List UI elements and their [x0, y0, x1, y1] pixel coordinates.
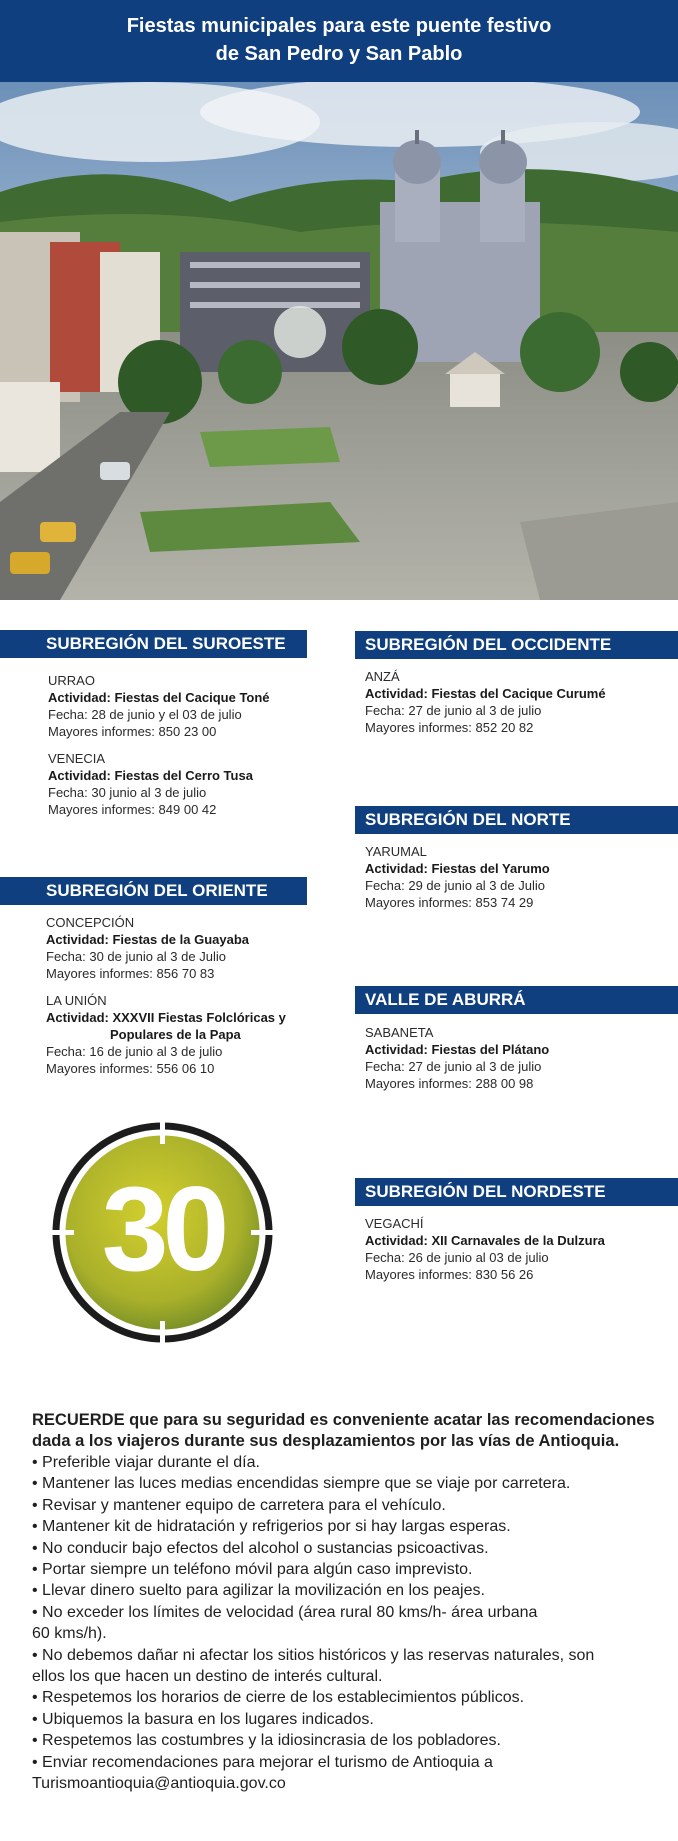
activity: Actividad: Fiestas del Cacique Curumé: [365, 686, 606, 701]
date: Fecha: 27 de junio al 3 de julio: [365, 703, 542, 718]
recommendation-item: 60 kms/h).: [32, 1625, 107, 1643]
info-phone: Mayores informes: 849 00 42: [48, 802, 217, 817]
info-phone: Mayores informes: 288 00 98: [365, 1076, 534, 1091]
date: Fecha: 26 de junio al 03 de julio: [365, 1250, 549, 1265]
region-band-aburra: VALLE DE ABURRÁ: [355, 986, 678, 1014]
activity-continued: Populares de la Papa: [110, 1027, 241, 1042]
info-phone: Mayores informes: 830 56 26: [365, 1267, 534, 1282]
town-name: LA UNIÓN: [46, 993, 107, 1008]
town-name: VENECIA: [48, 751, 106, 766]
recommendation-item: • Portar siempre un teléfono móvil para algún caso imprevisto.: [32, 1561, 473, 1579]
date: Fecha: 16 de junio al 3 de julio: [46, 1044, 223, 1059]
region-band-occidente: SUBREGIÓN DEL OCCIDENTE: [355, 631, 678, 659]
town-name: CONCEPCIÓN: [46, 915, 135, 930]
contact-email-link[interactable]: Turismoantioquia@antioquia.gov.co: [32, 1775, 286, 1793]
recommendation-item: • No exceder los límites de velocidad (área rural 80 kms/h- área urbana: [32, 1603, 538, 1621]
recommendation-item: • No conducir bajo efectos del alcohol o sustancias psicoactivas.: [32, 1539, 489, 1557]
safety-recommendations: [32, 1410, 662, 1795]
region-band-nordeste: SUBREGIÓN DEL NORDESTE: [355, 1178, 678, 1206]
town-name: VEGACHÍ: [365, 1216, 424, 1231]
date: Fecha: 28 de junio y el 03 de julio: [48, 707, 242, 722]
activity: Actividad: Fiestas de la Guayaba: [46, 932, 250, 947]
recommendation-item: • Revisar y mantener equipo de carretera para el vehículo.: [32, 1496, 446, 1514]
page-header: [0, 0, 678, 82]
info-phone: Mayores informes: 556 06 10: [46, 1061, 215, 1076]
activity: Actividad: Fiestas del Yarumo: [365, 861, 550, 876]
region-list-suroeste: [48, 672, 270, 818]
info-phone: Mayores informes: 853 74 29: [365, 895, 534, 910]
region-band-oriente: SUBREGIÓN DEL ORIENTE: [0, 877, 307, 905]
header-title-line1: Fiestas municipales para este puente festivo: [126, 15, 552, 37]
town-name: SABANETA: [365, 1025, 434, 1040]
region-list-occidente: [365, 668, 606, 736]
recommendation-item: • Ubiquemos la basura en los lugares indicados.: [32, 1710, 374, 1728]
recommendation-item: • No debemos dañar ni afectar los sitios históricos y las reservas naturales, son: [32, 1646, 595, 1664]
recommendations-lead-1: RECUERDE que para su seguridad es conveniente acatar las recomendaciones: [32, 1411, 655, 1429]
recommendation-item: • Enviar recomendaciones para mejorar el turismo de Antioquia a: [32, 1753, 493, 1771]
activity: Actividad: Fiestas del Cacique Toné: [48, 690, 270, 705]
info-phone: Mayores informes: 852 20 82: [365, 720, 534, 735]
region-list-oriente: [46, 914, 286, 1077]
recommendation-item: • Respetemos los horarios de cierre de los establecimientos públicos.: [32, 1689, 525, 1707]
town-square-photo: [0, 82, 678, 600]
info-phone: Mayores informes: 850 23 00: [48, 724, 217, 739]
recommendation-item: • Mantener las luces medias encendidas siempre que se viaje por carretera.: [32, 1475, 571, 1493]
region-list-aburra: [365, 1024, 549, 1092]
recommendation-item: • Respetemos las costumbres y la idiosincrasia de los pobladores.: [32, 1732, 501, 1750]
badge-number: 30: [101, 1162, 224, 1296]
town-name: YARUMAL: [365, 844, 427, 859]
recommendation-item: • Preferible viajar durante el día.: [32, 1454, 260, 1471]
date: Fecha: 29 de junio al 3 de Julio: [365, 878, 545, 893]
info-phone: Mayores informes: 856 70 83: [46, 966, 215, 981]
region-list-nordeste: [365, 1215, 605, 1283]
recommendation-item: ellos los que hacen un destino de interés cultural.: [32, 1668, 383, 1686]
region-band-suroeste: SUBREGIÓN DEL SUROESTE: [0, 630, 307, 658]
date: Fecha: 30 junio al 3 de julio: [48, 785, 207, 800]
recommendations-lead-2: dada a los viajeros durante sus desplazamientos por las vías de Antioquia.: [32, 1432, 620, 1450]
recommendation-item: • Mantener kit de hidratación y refrigerios por si hay largas esperas.: [32, 1518, 511, 1536]
activity: Actividad: Fiestas del Cerro Tusa: [48, 768, 253, 783]
header-title-line2: de San Pedro y San Pablo: [215, 43, 463, 65]
date: Fecha: 30 de junio al 3 de Julio: [46, 949, 226, 964]
days-badge: [50, 1120, 275, 1345]
activity: Actividad: Fiestas del Plátano: [365, 1042, 550, 1057]
recommendation-item: • Llevar dinero suelto para agilizar la movilización en los peajes.: [32, 1582, 485, 1600]
date: Fecha: 27 de junio al 3 de julio: [365, 1059, 542, 1074]
region-band-norte: SUBREGIÓN DEL NORTE: [355, 806, 678, 834]
region-list-norte: [365, 843, 550, 911]
activity: Actividad: XXXVII Fiestas Folclóricas y: [46, 1010, 286, 1025]
town-name: URRAO: [48, 673, 95, 688]
town-name: ANZÁ: [365, 669, 400, 684]
activity: Actividad: XII Carnavales de la Dulzura: [365, 1233, 605, 1248]
